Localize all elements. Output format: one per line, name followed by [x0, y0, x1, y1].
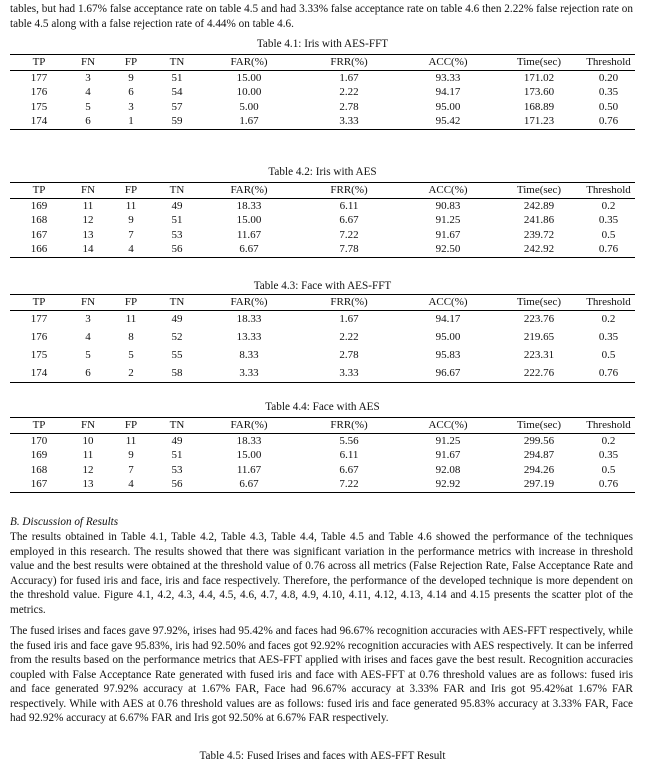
table-cell: 175 — [30, 100, 48, 113]
section-heading: B. Discussion of Results — [10, 516, 119, 528]
column-header: FN — [68, 55, 108, 71]
table-cell: 6.67 — [339, 463, 359, 476]
table-cell: 4 — [85, 330, 91, 343]
table-cell: 51 — [171, 71, 183, 84]
table-header-row — [10, 295, 635, 311]
table-cell: 95.00 — [435, 100, 461, 113]
table-cell: 18.33 — [236, 199, 262, 212]
table-cell: 7.22 — [298, 477, 400, 492]
table-cell: 171.23 — [496, 114, 582, 129]
table-cell: 51 — [171, 449, 183, 461]
table-cell: 6.11 — [339, 449, 359, 461]
column-header: TP — [10, 418, 68, 434]
column-header: FP — [108, 183, 154, 199]
table-cell: 92.08 — [435, 463, 461, 476]
table-cell: 94.17 — [435, 313, 461, 325]
column-header: FAR(%) — [200, 295, 298, 311]
table-cell: 6 — [68, 114, 108, 129]
table-cell: 1.67 — [339, 313, 359, 325]
column-header: FRR(%) — [298, 295, 400, 311]
table-cell: 0.76 — [582, 114, 635, 129]
column-header: Threshold — [582, 418, 635, 434]
table-cell: 297.19 — [496, 477, 582, 492]
discussion-paragraph: The fused irises and faces gave 97.92%, irises had 95.42% and faces had 96.67% recognition accuracies with AES-FFT respectively, while the fused iris and face gave 95.83%, iris had 92.50% and faces got 92.92% recognition accuracies with AES respectively. It can be inferred from the results based on the performance metrics that AES-FFT applied with irises and faces gave the best result. Recognition accuracies coupled with False Acceptance Rate generated with fused iris and face with AES-FFT at 0.76 threshold values are as follows: fused iris and face generated 97.92% accuracy at 1.67% FAR, Face had 96.67% accuracy at 3.33% FAR and Iris got 95.42%at 1.67% FAR respectively. While with AES at 0.76 threshold values are as follows: fused iris and face generated 95.83% accuracy at 3.33% FAR, Face had 92.92% accuracy at 6.67% FAR and Iris got 92.50% at 6.67% FAR respectively. — [10, 625, 633, 724]
table-cell: 53 — [171, 228, 183, 241]
table-cell: 0.35 — [598, 330, 619, 343]
column-header: Threshold — [582, 55, 635, 71]
table-cell: 242.92 — [496, 242, 582, 257]
table-cell: 90.83 — [435, 199, 461, 212]
column-header: FN — [68, 418, 108, 434]
table-cell: 3 — [128, 100, 134, 113]
table-cell: 167 — [10, 477, 68, 492]
table-cell: 6.67 — [339, 214, 359, 226]
table-row — [10, 463, 635, 478]
table-cell: 9 — [128, 214, 134, 226]
table-cell: 93.33 — [435, 71, 461, 84]
table-cell: 1.67 — [200, 114, 298, 129]
table-cell: 0.2 — [601, 434, 616, 447]
table-cell: 0.50 — [598, 100, 619, 113]
table-cell: 0.76 — [582, 242, 635, 257]
column-header: FN — [68, 295, 108, 311]
table-cell: 49 — [171, 434, 183, 447]
table-cell: 2.78 — [339, 348, 359, 361]
column-header: ACC(%) — [400, 418, 496, 434]
table-cell: 0.35 — [598, 214, 619, 226]
column-header: FP — [108, 55, 154, 71]
table-cell: 91.67 — [435, 449, 461, 461]
table-cell: 13 — [82, 228, 94, 241]
table-cell: 58 — [154, 364, 200, 382]
table-row — [10, 433, 635, 448]
table-row — [10, 198, 635, 213]
table-cell: 6 — [128, 86, 134, 98]
table-header-row — [10, 418, 635, 434]
table-cell: 11 — [125, 434, 137, 447]
table-cell: 57 — [171, 100, 183, 113]
column-header: FRR(%) — [298, 183, 400, 199]
table-cell: 51 — [171, 214, 183, 226]
table-cell: 0.5 — [601, 463, 616, 476]
table-cell: 223.76 — [523, 313, 555, 325]
table-cell: 168 — [30, 214, 48, 226]
table-cell: 0.76 — [582, 477, 635, 492]
table-cell: 5.56 — [339, 434, 359, 447]
table-cell: 6 — [68, 364, 108, 382]
table-cell: 91.25 — [435, 434, 461, 447]
table-cell: 0.76 — [582, 364, 635, 382]
table-cell: 55 — [171, 348, 183, 361]
table-cell: 94.17 — [435, 86, 461, 98]
table-cell: 8.33 — [239, 348, 259, 361]
table-cell: 223.31 — [523, 348, 555, 361]
table-cell: 2.22 — [339, 330, 359, 343]
column-header: Threshold — [582, 183, 635, 199]
column-header: Time(sec) — [496, 55, 582, 71]
column-header: TN — [154, 183, 200, 199]
table-cell: 174 — [10, 364, 68, 382]
table-cell: 2.22 — [339, 86, 359, 98]
column-header: FN — [68, 183, 108, 199]
table-cell: 15.00 — [236, 449, 262, 461]
table-cell: 18.33 — [236, 434, 262, 447]
table-cell: 14 — [68, 242, 108, 257]
table-row — [10, 477, 635, 492]
table-cell: 3.33 — [298, 364, 400, 382]
results-table — [10, 54, 635, 130]
table-cell: 5 — [85, 348, 91, 361]
column-header: FRR(%) — [298, 55, 400, 71]
table-cell: 4 — [108, 242, 154, 257]
table-cell: 166 — [10, 242, 68, 257]
column-header: TN — [154, 418, 200, 434]
table-cell: 96.67 — [400, 364, 496, 382]
table-cell: 177 — [30, 71, 48, 84]
column-header: TN — [154, 295, 200, 311]
table-cell: 294.87 — [523, 449, 555, 461]
table-cell: 15.00 — [236, 71, 262, 84]
results-table — [10, 294, 635, 383]
table-cell: 0.5 — [601, 228, 616, 241]
table-cell: 12 — [82, 214, 94, 226]
table-cell: 170 — [30, 434, 48, 447]
table-cell: 91.67 — [435, 228, 461, 241]
column-header: FAR(%) — [200, 183, 298, 199]
table-cell: 95.42 — [400, 114, 496, 129]
column-header: FAR(%) — [200, 55, 298, 71]
table-cell: 95.00 — [435, 330, 461, 343]
table-row — [10, 364, 635, 382]
table-cell: 167 — [30, 228, 48, 241]
column-header: TP — [10, 295, 68, 311]
table-cell: 52 — [171, 330, 183, 343]
table-cell: 8 — [128, 330, 134, 343]
table-row — [10, 213, 635, 228]
column-header: ACC(%) — [400, 295, 496, 311]
table-cell: 11.67 — [236, 463, 262, 476]
table-cell: 0.5 — [601, 348, 616, 361]
table-header-row — [10, 55, 635, 71]
table-cell: 4 — [108, 477, 154, 492]
table-cell: 176 — [30, 86, 48, 98]
table-cell: 6.67 — [200, 477, 298, 492]
table-cell: 4 — [85, 86, 91, 98]
table-cell: 92.50 — [400, 242, 496, 257]
table-cell: 168.89 — [523, 100, 555, 113]
table-cell: 0.35 — [598, 86, 619, 98]
table-cell: 3.33 — [200, 364, 298, 382]
column-header: FAR(%) — [200, 418, 298, 434]
table-cell: 11 — [125, 313, 137, 325]
column-header: TP — [10, 183, 68, 199]
results-table — [10, 182, 635, 258]
table-cell: 5 — [85, 100, 91, 113]
table-cell: 171.02 — [523, 71, 555, 84]
table-cell: 59 — [154, 114, 200, 129]
table-cell: 9 — [128, 449, 134, 461]
table-cell: 5.00 — [239, 100, 259, 113]
table-row — [10, 85, 635, 100]
table-cell: 222.76 — [496, 364, 582, 382]
table-row — [10, 310, 635, 328]
table-cell: 10.00 — [236, 86, 262, 98]
table-row — [10, 242, 635, 257]
table-cell: 12 — [82, 463, 94, 476]
table-cell: 9 — [128, 71, 134, 84]
table-row — [10, 346, 635, 364]
table-cell: 1 — [108, 114, 154, 129]
table-caption: Table 4.4: Face with AES — [265, 401, 380, 413]
table-caption: Table 4.1: Iris with AES-FFT — [256, 38, 389, 50]
discussion-paragraph: The results obtained in Table 4.1, Table 4.2, Table 4.3, Table 4.4, Table 4.5 and Table 4.6 showed the performance of the techniques employed in this research. The results showed that there was significant variation in the performance metrics with increase in threshold value and the best results were obtained at the threshold value of 0.76 across all metrics (False Rejection Rate, False Acceptance Rate and Accuracy) for fused iris and face, iris and face respectively. Therefore, the performance of the developed technique is more dependent on the threshold value. Figure 4.1, 4.2, 4.3, 4.4, 4.5, 4.6, 4.7, 4.8, 4.9, 4.10, 4.11, 4.12, 4.13, 4.14 and 4.15 presents the scatter plot of the metrics. — [10, 531, 633, 616]
table-cell: 6.11 — [339, 199, 359, 212]
column-header: FRR(%) — [298, 418, 400, 434]
table-cell: 13.33 — [236, 330, 262, 343]
table-cell: 0.35 — [598, 449, 619, 461]
table-cell: 56 — [154, 477, 200, 492]
column-header: FP — [108, 295, 154, 311]
table-header-row — [10, 183, 635, 199]
table-cell: 5 — [128, 348, 134, 361]
table-cell: 18.33 — [236, 313, 262, 325]
table-cell: 11 — [125, 199, 137, 212]
table-cell: 13 — [68, 477, 108, 492]
table-row — [10, 100, 635, 115]
table-cell: 1.67 — [339, 71, 359, 84]
table-cell: 2.78 — [339, 100, 359, 113]
table-cell: 92.92 — [400, 477, 496, 492]
table-cell: 174 — [10, 114, 68, 129]
table-cell: 0.20 — [598, 71, 619, 84]
table-cell: 168 — [30, 463, 48, 476]
table-cell: 0.2 — [601, 313, 616, 325]
table-cell: 175 — [30, 348, 48, 361]
column-header: Threshold — [582, 295, 635, 311]
table-row — [10, 448, 635, 463]
table-cell: 239.72 — [523, 228, 555, 241]
table-cell: 91.25 — [435, 214, 461, 226]
results-table — [10, 417, 635, 493]
table-cell: 2 — [108, 364, 154, 382]
column-header: TN — [154, 55, 200, 71]
table-cell: 49 — [171, 199, 183, 212]
table-caption: Table 4.2: Iris with AES — [268, 166, 377, 178]
table-row — [10, 70, 635, 85]
table-cell: 299.56 — [523, 434, 555, 447]
table-cell: 294.26 — [523, 463, 555, 476]
table-cell: 169 — [30, 449, 48, 461]
table-cell: 241.86 — [523, 214, 555, 226]
table-cell: 7 — [128, 463, 134, 476]
table-cell: 219.65 — [523, 330, 555, 343]
column-header: FP — [108, 418, 154, 434]
table-cell: 54 — [171, 86, 183, 98]
table-cell: 7 — [128, 228, 134, 241]
table-cell: 3 — [85, 313, 91, 325]
column-header: TP — [10, 55, 68, 71]
table-cell: 11 — [82, 199, 94, 212]
table-cell: 3.33 — [298, 114, 400, 129]
column-header: Time(sec) — [496, 183, 582, 199]
table-cell: 242.89 — [523, 199, 555, 212]
table-row — [10, 114, 635, 129]
intro-paragraph: tables, but had 1.67% false acceptance rate on table 4.5 and had 3.33% false acceptance rate on table 4.6 then 2.22% false rejection rate on table 4.5 along with a false rejection rate of 4.44% on table 4.6. — [10, 3, 633, 30]
table-cell: 169 — [30, 199, 48, 212]
table-cell: 176 — [30, 330, 48, 343]
table-caption: Table 4.3: Face with AES-FFT — [253, 280, 392, 292]
column-header: Time(sec) — [496, 295, 582, 311]
table-row — [10, 228, 635, 243]
table-cell: 53 — [171, 463, 183, 476]
table-cell: 3 — [85, 71, 91, 84]
column-header: ACC(%) — [400, 55, 496, 71]
table-cell: 6.67 — [200, 242, 298, 257]
table-cell: 0.2 — [601, 199, 616, 212]
table-cell: 11.67 — [236, 228, 262, 241]
table-cell: 15.00 — [236, 214, 262, 226]
table-cell: 10 — [82, 434, 94, 447]
column-header: Time(sec) — [496, 418, 582, 434]
table-cell: 173.60 — [523, 86, 555, 98]
table-cell: 7.78 — [298, 242, 400, 257]
table-cell: 49 — [171, 313, 183, 325]
table-cell: 7.22 — [339, 228, 359, 241]
table-caption: Table 4.5: Fused Irises and faces with AES-FFT Result — [199, 750, 446, 762]
table-cell: 11 — [82, 449, 94, 461]
column-header: ACC(%) — [400, 183, 496, 199]
table-cell: 95.83 — [435, 348, 461, 361]
table-cell: 56 — [154, 242, 200, 257]
table-row — [10, 328, 635, 346]
table-cell: 177 — [30, 313, 48, 325]
